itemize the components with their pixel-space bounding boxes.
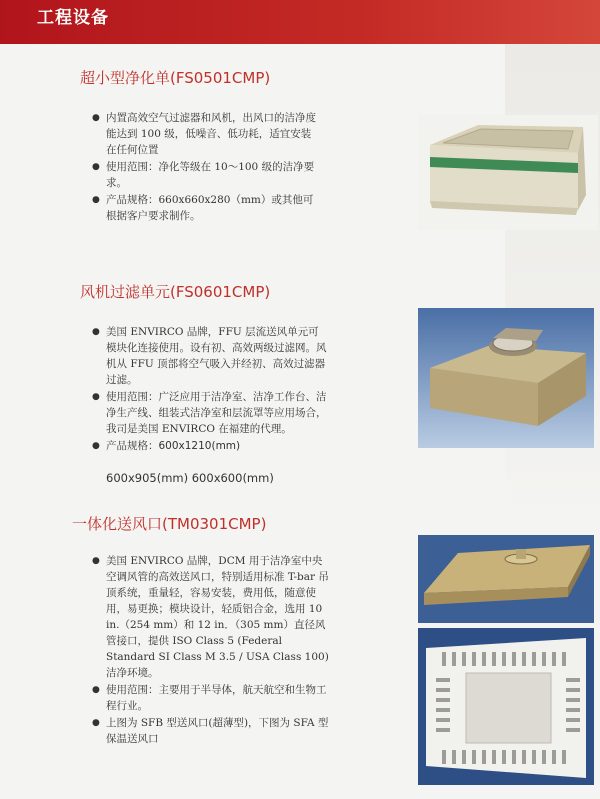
bullet-list-tm0301 <box>92 553 330 748</box>
product-photo-sfb <box>418 535 594 623</box>
bullet-item: ● 美国 ENVIRCO 品牌，FFU 层流送风单元可模块化连接使用。设有初、高效两级过滤网。风机从 FFU 顶部将空气吸入并经初、高效过滤器过滤。 <box>92 324 327 388</box>
bullet-item: ● 美国 ENVIRCO 品牌，DCM 用于洁净室中央空调风管的高效送风口，特别适用标准 T-bar 吊顶系统，重量轻，容易安装，费用低，随意使用，易更换；模块设计，轻质铝合金，选用 10 in.（254 mm）和 12 in．（305 mm）直径风管接口，提供 ISO Class 5 (Federal Standard SI Class M 3.5 / USA Class 100) 洁净环境。 <box>92 553 330 681</box>
bullet-item: ● 上图为 SFB 型送风口(超薄型)，下图为 SFA 型保温送风口 <box>92 715 330 747</box>
product-photo-mini-purifier <box>418 115 598 230</box>
spec-line-extra: 600x905(mm) 600x600(mm) <box>106 471 274 485</box>
bullet-list-fs0501 <box>92 110 317 225</box>
bullet-item: ● 使用范围：净化等级在 10～100 级的洁净要求。 <box>92 159 317 191</box>
sfb-image <box>418 535 594 623</box>
bullet-item: ● 产品规格：660x660x280（mm）或其他可根据客户要求制作。 <box>92 192 317 224</box>
header-bar <box>0 0 600 44</box>
product-photo-sfa <box>418 628 594 785</box>
page-title: 工程设备 <box>37 8 109 28</box>
bullet-item: ● 使用范围：主要用于半导体，航天航空和生物工程行业。 <box>92 682 330 714</box>
bullet-item: ● 内置高效空气过滤器和风机，出风口的洁净度能达到 100 级，低噪音、低功耗，适宜安装在任何位置 <box>92 110 317 158</box>
product-photo-ffu <box>418 308 594 448</box>
section-title-fs0601: 风机过滤单元(FS0601CMP) <box>80 283 271 301</box>
sfa-image <box>418 628 594 785</box>
bullet-item: ● 产品规格：600x1210(mm) <box>92 438 327 454</box>
section-title-tm0301: 一体化送风口(TM0301CMP) <box>72 515 267 533</box>
bullet-item: ● 使用范围：广泛应用于洁净室、洁净工作台、洁净生产线、组装式洁净室和层流罩等应用场合，我司是美国 ENVIRCO 在福建的代理。 <box>92 389 327 437</box>
bullet-list-fs0601 <box>92 324 327 455</box>
section-title-fs0501: 超小型净化单(FS0501CMP) <box>80 69 271 87</box>
mini-purifier-image <box>418 115 598 230</box>
ffu-image <box>418 308 594 448</box>
